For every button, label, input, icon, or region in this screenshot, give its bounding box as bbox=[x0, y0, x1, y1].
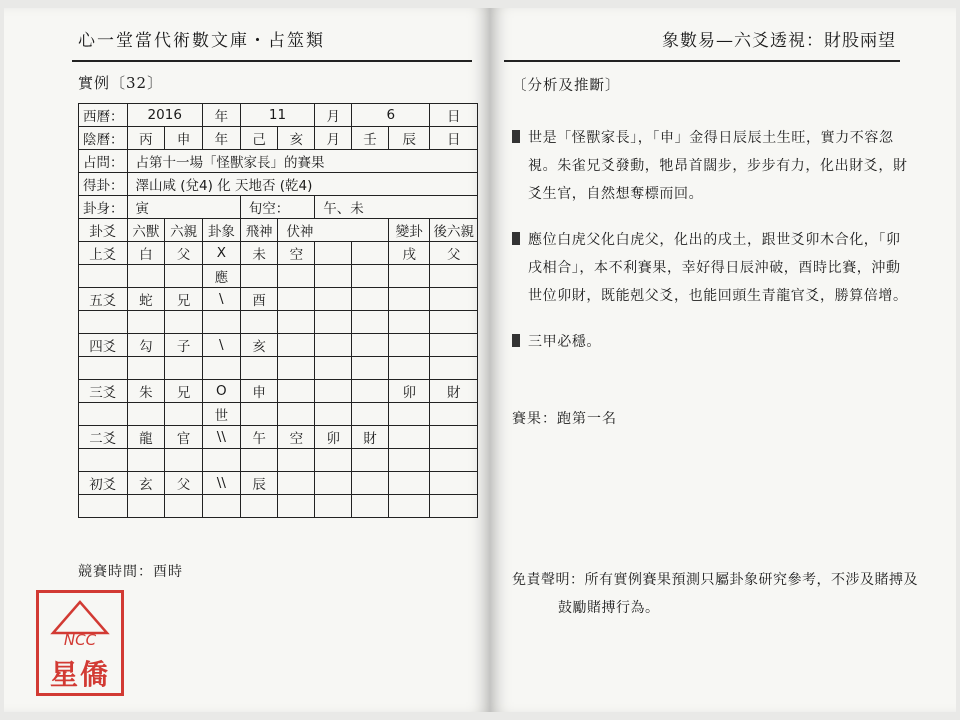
yao-subrow bbox=[79, 265, 478, 288]
six-kin: 子 bbox=[165, 334, 203, 357]
analysis-paragraph-1 bbox=[512, 124, 912, 208]
empty-cell bbox=[79, 265, 128, 288]
yao-row bbox=[79, 334, 478, 357]
para-line: 戌相合」，本不利賽果，幸好得日辰沖破，酉時比賽，沖動 bbox=[528, 260, 901, 276]
yao-position: 二爻 bbox=[79, 426, 128, 449]
empty-cell bbox=[388, 403, 429, 426]
xunkong-label: 旬空： bbox=[240, 196, 315, 219]
changed-branch: 卯 bbox=[388, 380, 429, 403]
empty-cell bbox=[127, 449, 165, 472]
six-beast: 白 bbox=[127, 242, 165, 265]
lunar-cell: 月 bbox=[315, 127, 352, 150]
para-text: 應位白虎父化白虎父，化出的戌土，跟世爻卯木合化，「卯 bbox=[528, 232, 901, 248]
hidden-col-2 bbox=[315, 242, 352, 265]
empty-cell bbox=[352, 311, 389, 334]
changed-branch: 戌 bbox=[388, 242, 429, 265]
guashen-value: 寅 bbox=[127, 196, 240, 219]
para-text: 世是「怪獸家長」，「申」金得日辰辰土生旺，實力不容忽 bbox=[528, 130, 894, 146]
after-kin bbox=[430, 288, 478, 311]
empty-cell bbox=[352, 357, 389, 380]
stamp-ncc: NCC bbox=[63, 631, 97, 649]
six-kin: 兄 bbox=[165, 380, 203, 403]
para-line: 爻生官，自然想奪標而回。 bbox=[528, 186, 704, 202]
solar-day: 6 bbox=[352, 104, 430, 127]
hexagram-label: 得卦： bbox=[79, 173, 128, 196]
empty-cell bbox=[79, 357, 128, 380]
empty-cell bbox=[315, 265, 352, 288]
yao-position: 五爻 bbox=[79, 288, 128, 311]
empty-cell bbox=[240, 403, 278, 426]
hexagram-text: 澤山咸 (兌4) 化 天地否 (乾4) bbox=[127, 173, 478, 196]
lunar-cell: 丙 bbox=[127, 127, 165, 150]
divination-table bbox=[78, 103, 478, 518]
header-fly: 飛神 bbox=[240, 219, 278, 242]
solar-day-unit: 日 bbox=[430, 104, 478, 127]
solar-year-unit: 年 bbox=[202, 104, 240, 127]
question-text: 占第十一場「怪獸家長」的賽果 bbox=[127, 150, 478, 173]
lunar-label: 陰曆： bbox=[79, 127, 128, 150]
yao-subrow bbox=[79, 449, 478, 472]
lunar-cell: 己 bbox=[240, 127, 278, 150]
flying-spirit: 酉 bbox=[240, 288, 278, 311]
six-beast: 龍 bbox=[127, 426, 165, 449]
analysis-paragraph-3 bbox=[512, 328, 912, 356]
hidden-col-1: 空 bbox=[278, 426, 315, 449]
header-change: 變卦 bbox=[388, 219, 429, 242]
para-line bbox=[512, 328, 912, 356]
empty-cell bbox=[165, 265, 203, 288]
empty-cell bbox=[127, 495, 165, 518]
flying-spirit: 申 bbox=[240, 380, 278, 403]
empty-cell bbox=[240, 357, 278, 380]
header-hidden: 伏神 bbox=[278, 219, 389, 242]
lunar-cell: 亥 bbox=[278, 127, 315, 150]
right-page bbox=[490, 8, 956, 712]
after-kin: 父 bbox=[430, 242, 478, 265]
six-beast: 玄 bbox=[127, 472, 165, 495]
yao-subrow bbox=[79, 357, 478, 380]
left-running-head: 心一堂當代術數文庫・占筮類 bbox=[78, 31, 325, 51]
flying-spirit: 辰 bbox=[240, 472, 278, 495]
yao-subrow bbox=[79, 311, 478, 334]
empty-cell bbox=[388, 449, 429, 472]
stamp-name: 星僑 bbox=[49, 658, 110, 691]
disclaimer-line-1: 免責聲明：所有實例賽果預測只屬卦象研究參考，不涉及賭搏及 bbox=[512, 572, 918, 588]
empty-cell bbox=[278, 265, 315, 288]
yao-row bbox=[79, 426, 478, 449]
empty-cell bbox=[278, 311, 315, 334]
hidden-col-3 bbox=[352, 288, 389, 311]
empty-cell bbox=[165, 357, 203, 380]
solar-row bbox=[79, 104, 478, 127]
empty-cell bbox=[165, 311, 203, 334]
empty-cell bbox=[430, 449, 478, 472]
six-beast: 朱 bbox=[127, 380, 165, 403]
yao-position: 上爻 bbox=[79, 242, 128, 265]
yao-symbol: \\ bbox=[202, 472, 240, 495]
flying-spirit: 亥 bbox=[240, 334, 278, 357]
empty-cell bbox=[430, 495, 478, 518]
header-row bbox=[79, 219, 478, 242]
header-symbol: 卦象 bbox=[202, 219, 240, 242]
empty-cell bbox=[430, 265, 478, 288]
guashen-row bbox=[79, 196, 478, 219]
hidden-col-2 bbox=[315, 288, 352, 311]
empty-cell bbox=[165, 495, 203, 518]
shi-ying-mark bbox=[202, 357, 240, 380]
analysis-title: 〔分析及推斷〕 bbox=[512, 78, 621, 94]
question-label: 占問： bbox=[79, 150, 128, 173]
flying-spirit: 午 bbox=[240, 426, 278, 449]
empty-cell bbox=[388, 265, 429, 288]
header-beast: 六獸 bbox=[127, 219, 165, 242]
hidden-col-1 bbox=[278, 472, 315, 495]
hidden-col-1 bbox=[278, 288, 315, 311]
after-kin bbox=[430, 472, 478, 495]
yao-symbol: X bbox=[202, 242, 240, 265]
empty-cell bbox=[127, 265, 165, 288]
yao-rows bbox=[79, 242, 478, 518]
empty-cell bbox=[278, 495, 315, 518]
right-head-rule bbox=[504, 60, 900, 62]
solar-month-unit: 月 bbox=[315, 104, 352, 127]
empty-cell bbox=[165, 403, 203, 426]
empty-cell bbox=[430, 403, 478, 426]
left-page bbox=[4, 8, 490, 712]
hidden-col-3 bbox=[352, 334, 389, 357]
lunar-cell: 壬 bbox=[352, 127, 389, 150]
changed-branch bbox=[388, 472, 429, 495]
empty-cell bbox=[240, 495, 278, 518]
empty-cell bbox=[240, 265, 278, 288]
empty-cell bbox=[278, 403, 315, 426]
shi-ying-mark: 應 bbox=[202, 265, 240, 288]
hidden-col-2 bbox=[315, 380, 352, 403]
disclaimer bbox=[512, 566, 932, 622]
hidden-col-1 bbox=[278, 334, 315, 357]
six-beast: 勾 bbox=[127, 334, 165, 357]
empty-cell bbox=[79, 311, 128, 334]
bullet-mark-icon bbox=[512, 334, 520, 347]
yao-symbol: \ bbox=[202, 288, 240, 311]
lunar-cell: 年 bbox=[202, 127, 240, 150]
six-beast: 蛇 bbox=[127, 288, 165, 311]
solar-month: 11 bbox=[240, 104, 315, 127]
changed-branch bbox=[388, 288, 429, 311]
after-kin: 財 bbox=[430, 380, 478, 403]
left-head-rule bbox=[72, 60, 472, 62]
case-title: 實例〔32〕 bbox=[78, 74, 164, 92]
changed-branch bbox=[388, 426, 429, 449]
yao-symbol: \\ bbox=[202, 426, 240, 449]
six-kin: 父 bbox=[165, 242, 203, 265]
lunar-cell: 日 bbox=[430, 127, 478, 150]
empty-cell bbox=[240, 311, 278, 334]
hidden-col-3 bbox=[352, 472, 389, 495]
yao-row bbox=[79, 472, 478, 495]
guashen-label: 卦身： bbox=[79, 196, 128, 219]
empty-cell bbox=[430, 311, 478, 334]
empty-cell bbox=[127, 357, 165, 380]
yao-row bbox=[79, 242, 478, 265]
ncc-logo-stamp bbox=[36, 590, 124, 696]
after-kin bbox=[430, 334, 478, 357]
yao-subrow bbox=[79, 495, 478, 518]
six-kin: 兄 bbox=[165, 288, 203, 311]
empty-cell bbox=[315, 495, 352, 518]
disclaimer-line-2: 鼓勵賭搏行為。 bbox=[558, 600, 660, 616]
hexagram-row bbox=[79, 173, 478, 196]
yao-symbol: O bbox=[202, 380, 240, 403]
hidden-col-2: 卯 bbox=[315, 426, 352, 449]
shi-ying-mark bbox=[202, 495, 240, 518]
empty-cell bbox=[315, 311, 352, 334]
lunar-cell: 申 bbox=[165, 127, 203, 150]
shi-ying-mark bbox=[202, 311, 240, 334]
shi-ying-mark bbox=[202, 449, 240, 472]
analysis-paragraph-2 bbox=[512, 226, 912, 310]
empty-cell bbox=[240, 449, 278, 472]
empty-cell bbox=[315, 403, 352, 426]
hidden-col-2 bbox=[315, 334, 352, 357]
hidden-col-3 bbox=[352, 380, 389, 403]
empty-cell bbox=[430, 357, 478, 380]
flying-spirit: 未 bbox=[240, 242, 278, 265]
hidden-col-3: 財 bbox=[352, 426, 389, 449]
hidden-col-1 bbox=[278, 380, 315, 403]
match-time: 競賽時間：酉時 bbox=[78, 564, 183, 580]
bullet-mark-icon bbox=[512, 130, 520, 143]
solar-label: 西曆： bbox=[79, 104, 128, 127]
question-row bbox=[79, 150, 478, 173]
empty-cell bbox=[352, 265, 389, 288]
para-line: 視。朱雀兄爻發動，牠昂首闊步，步步有力，化出財爻，財 bbox=[528, 158, 908, 174]
hidden-col-1: 空 bbox=[278, 242, 315, 265]
header-after: 後六親 bbox=[430, 219, 478, 242]
empty-cell bbox=[388, 495, 429, 518]
hidden-col-3 bbox=[352, 242, 389, 265]
yao-symbol: \ bbox=[202, 334, 240, 357]
empty-cell bbox=[278, 357, 315, 380]
empty-cell bbox=[79, 449, 128, 472]
empty-cell bbox=[315, 449, 352, 472]
empty-cell bbox=[278, 449, 315, 472]
empty-cell bbox=[165, 449, 203, 472]
para-text: 三甲必穩。 bbox=[528, 334, 601, 350]
bullet-mark-icon bbox=[512, 232, 520, 245]
lunar-row bbox=[79, 127, 478, 150]
yao-position: 初爻 bbox=[79, 472, 128, 495]
empty-cell bbox=[388, 357, 429, 380]
race-result: 賽果：跑第一名 bbox=[512, 411, 617, 427]
empty-cell bbox=[352, 495, 389, 518]
empty-cell bbox=[127, 403, 165, 426]
yao-position: 三爻 bbox=[79, 380, 128, 403]
yao-row bbox=[79, 380, 478, 403]
empty-cell bbox=[79, 495, 128, 518]
para-line: 世位卯財，既能剋父爻，也能回頭生青龍官爻，勝算倍增。 bbox=[528, 288, 908, 304]
empty-cell bbox=[352, 403, 389, 426]
yao-position: 四爻 bbox=[79, 334, 128, 357]
hidden-col-2 bbox=[315, 472, 352, 495]
empty-cell bbox=[315, 357, 352, 380]
header-kin: 六親 bbox=[165, 219, 203, 242]
yao-subrow bbox=[79, 403, 478, 426]
yao-row bbox=[79, 288, 478, 311]
para-line bbox=[512, 124, 912, 152]
empty-cell bbox=[352, 449, 389, 472]
para-line bbox=[512, 226, 912, 254]
shi-ying-mark: 世 bbox=[202, 403, 240, 426]
header-yao: 卦爻 bbox=[79, 219, 128, 242]
lunar-cell: 辰 bbox=[388, 127, 429, 150]
six-kin: 官 bbox=[165, 426, 203, 449]
changed-branch bbox=[388, 334, 429, 357]
right-running-head: 象數易—六爻透視：財股兩望 bbox=[662, 31, 896, 51]
after-kin bbox=[430, 426, 478, 449]
solar-year: 2016 bbox=[127, 104, 202, 127]
empty-cell bbox=[388, 311, 429, 334]
xunkong-value: 午、未 bbox=[315, 196, 478, 219]
empty-cell bbox=[127, 311, 165, 334]
empty-cell bbox=[79, 403, 128, 426]
six-kin: 父 bbox=[165, 472, 203, 495]
